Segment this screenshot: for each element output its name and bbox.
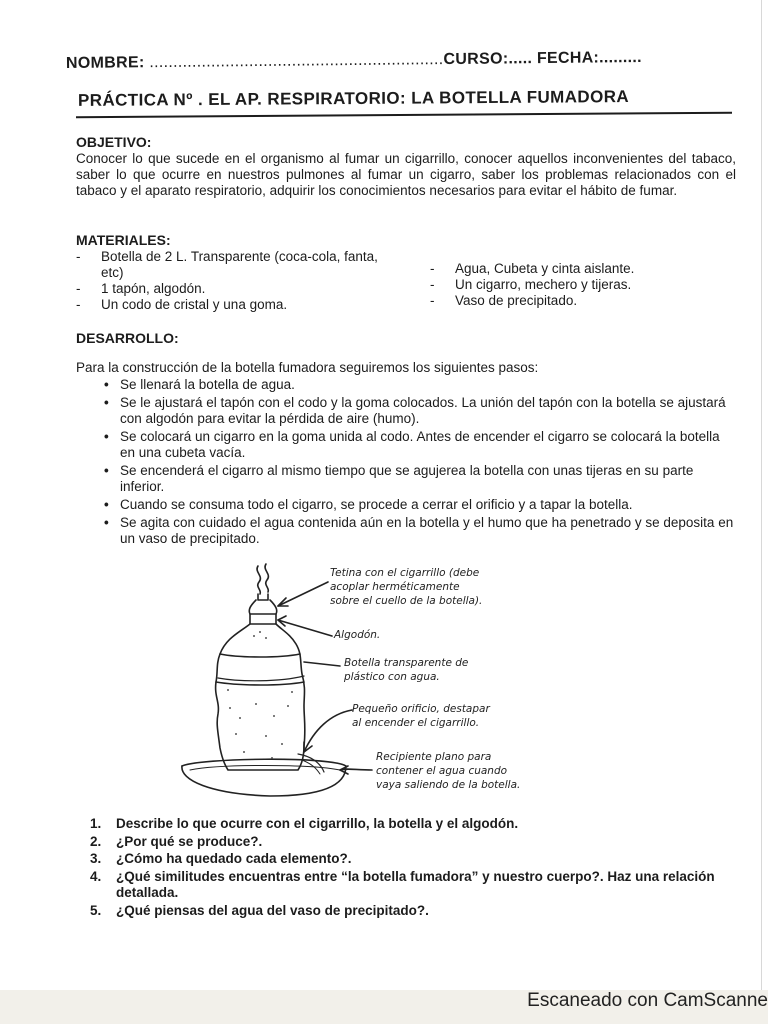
objective-heading: OBJETIVO: bbox=[76, 134, 152, 150]
label-line: sobre el cuello de la botella). bbox=[330, 595, 483, 607]
label-line: acoplar herméticamente bbox=[330, 581, 460, 593]
step-text: Se colocará un cigarro en la goma unida al codo. Antes de encender el cigarro se colocará la botella en una cubeta vacía. bbox=[120, 429, 720, 460]
objective-text: Conocer lo que sucede en el organismo al fumar un cigarrillo, conocer aquellos inconvenientes del tabaco, saber lo que ocurre en nuestros pulmones al fumar un cigarro, saber los problemas relacionados con el tabaco y el aparato respiratorio, adquirir los conocimientos necesarios para evitar el hábito de fumar. bbox=[76, 151, 736, 198]
material-dash: - bbox=[76, 249, 81, 264]
step-item bbox=[102, 395, 736, 427]
question-text: ¿Qué piensas del agua del vaso de precipitado?. bbox=[116, 902, 429, 918]
development-intro: Para la construcción de la botella fumadora seguiremos los siguientes pasos: bbox=[76, 360, 539, 375]
smoke-icon bbox=[257, 566, 260, 594]
scanner-watermark: Escaneado con CamScanne bbox=[527, 990, 768, 1011]
student-header bbox=[66, 49, 642, 73]
material-dash: - bbox=[430, 261, 435, 276]
material-item bbox=[76, 297, 398, 313]
cigarette-icon bbox=[258, 594, 268, 600]
material-dash: - bbox=[76, 281, 81, 296]
questions-list bbox=[90, 816, 738, 920]
question-text: ¿Cómo ha quedado cada elemento?. bbox=[116, 851, 352, 866]
question-number: 3. bbox=[90, 851, 102, 866]
question-number: 4. bbox=[90, 868, 102, 884]
label-line: Algodón. bbox=[334, 629, 381, 641]
question-text: ¿Qué similitudes encuentras entre “la botella fumadora” y nuestro cuerpo?. Haz una relación detallada. bbox=[116, 868, 715, 900]
water-surface bbox=[218, 676, 304, 681]
bullet-dot: • bbox=[104, 497, 109, 512]
label-line: Tetina con el cigarrillo (debe bbox=[330, 567, 480, 579]
materials-heading: MATERIALES: bbox=[76, 232, 171, 248]
development-section bbox=[76, 360, 736, 549]
name-label: NOMBRE: bbox=[65, 54, 145, 73]
materials-left-list bbox=[76, 249, 398, 313]
material-item bbox=[430, 277, 730, 293]
bullet-dot: • bbox=[104, 377, 109, 392]
question-number: 2. bbox=[90, 833, 102, 849]
question-text: Describe lo que ocurre con el cigarrillo, la botella y el algodón. bbox=[116, 816, 519, 831]
material-text: Un codo de cristal y una goma. bbox=[101, 297, 288, 312]
label-tray bbox=[376, 750, 520, 792]
bullet-dot: • bbox=[104, 463, 109, 478]
bullet-dot: • bbox=[104, 515, 109, 530]
course-label: CURSO:..... bbox=[443, 50, 533, 69]
step-text: Cuando se consuma todo el cigarro, se procede a cerrar el orificio y a tapar la botella. bbox=[120, 497, 633, 512]
page-title: PRÁCTICA Nº . EL AP. RESPIRATORIO: LA BOTELLA FUMADORA bbox=[77, 87, 630, 110]
question-item bbox=[90, 834, 738, 851]
page-edge bbox=[761, 0, 762, 990]
label-hole bbox=[352, 702, 490, 730]
development-steps bbox=[102, 377, 736, 547]
material-text: Agua, Cubeta y cinta aislante. bbox=[455, 261, 635, 276]
question-item bbox=[90, 851, 738, 868]
label-line: Recipiente plano para bbox=[376, 751, 492, 763]
label-cotton bbox=[334, 628, 380, 642]
step-item bbox=[102, 515, 736, 547]
name-dots: .............................................................. bbox=[149, 51, 444, 72]
title-underline bbox=[76, 112, 732, 119]
material-text: Vaso de precipitado. bbox=[455, 293, 578, 308]
question-item bbox=[90, 903, 738, 920]
step-item bbox=[102, 463, 736, 495]
material-item bbox=[430, 261, 730, 277]
materials-right-list bbox=[430, 261, 730, 313]
step-text: Se llenará la botella de agua. bbox=[120, 377, 295, 392]
label-line: plástico con agua. bbox=[344, 671, 440, 683]
step-item bbox=[102, 497, 736, 513]
step-text: Se le ajustará el tapón con el codo y la goma colocados. La unión del tapón con la botella se ajustará con algodón para evitar la pérdida de aire (humo). bbox=[120, 395, 726, 426]
bullet-dot: • bbox=[104, 429, 109, 444]
material-dash: - bbox=[76, 297, 81, 312]
question-number: 1. bbox=[90, 816, 102, 831]
teat-icon bbox=[249, 600, 277, 614]
question-number: 5. bbox=[90, 902, 102, 918]
material-dash: - bbox=[430, 277, 435, 292]
label-bottle bbox=[344, 656, 468, 684]
step-item bbox=[102, 377, 736, 393]
material-text: 1 tapón, algodón. bbox=[101, 281, 206, 296]
label-line: vaya saliendo de la botella. bbox=[376, 779, 521, 791]
label-line: Pequeño orificio, destapar bbox=[352, 703, 490, 715]
label-line: al encender el cigarrillo. bbox=[352, 717, 480, 729]
development-heading: DESARROLLO: bbox=[76, 330, 179, 346]
date-label: FECHA:......... bbox=[536, 48, 642, 68]
question-text: ¿Por qué se produce?. bbox=[116, 833, 263, 849]
question-item bbox=[90, 869, 738, 902]
material-text: Botella de 2 L. Transparente (coca-cola, fanta, etc) bbox=[101, 249, 378, 280]
bullet-dot: • bbox=[104, 395, 109, 410]
step-item bbox=[102, 429, 736, 461]
label-teat bbox=[330, 566, 482, 608]
objective-section bbox=[76, 134, 736, 199]
step-text: Se agita con cuidado el agua contenida aún en la botella y el humo que ha penetrado y se deposita en un vaso de precipitado. bbox=[120, 515, 734, 546]
label-line: contener el agua cuando bbox=[376, 765, 508, 777]
label-line: Botella transparente de bbox=[344, 657, 469, 669]
material-item bbox=[430, 293, 730, 309]
step-text: Se encenderá el cigarro al mismo tiempo que se agujerea la botella con unas tijeras en su parte inferior. bbox=[120, 463, 694, 494]
materials-section bbox=[76, 232, 736, 313]
question-item bbox=[90, 816, 738, 833]
material-item bbox=[76, 249, 398, 281]
bottle-icon bbox=[216, 624, 305, 770]
material-dash: - bbox=[430, 293, 435, 308]
material-text: Un cigarro, mechero y tijeras. bbox=[455, 277, 632, 292]
material-item bbox=[76, 281, 398, 297]
